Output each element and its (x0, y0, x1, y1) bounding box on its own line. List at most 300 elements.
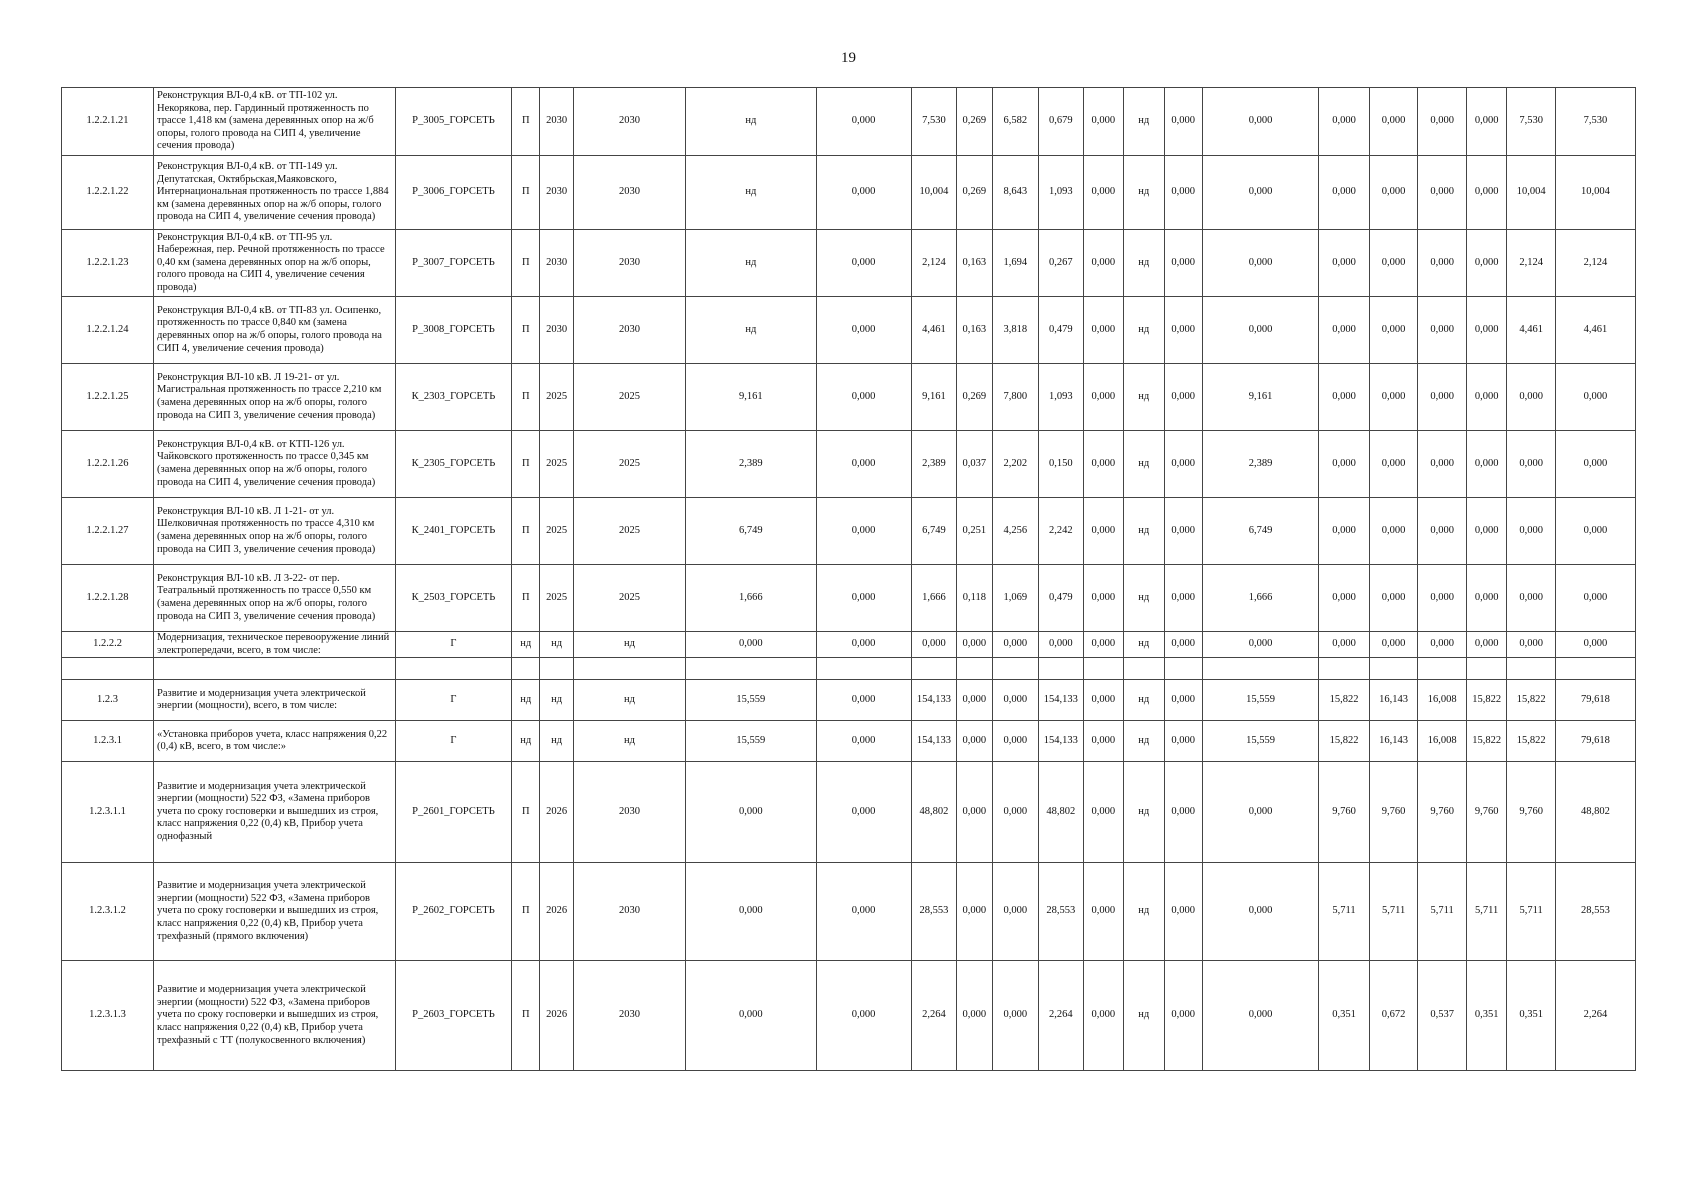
table-cell: 0,000 (1083, 721, 1123, 762)
table-cell: 7,530 (1555, 88, 1635, 156)
row-code-cell: 1.2.2.1.22 (62, 156, 154, 230)
table-cell: П (512, 762, 540, 863)
table-cell: 0,000 (1164, 762, 1202, 863)
table-cell: 2026 (540, 961, 573, 1071)
table-cell: 0,000 (1507, 364, 1556, 431)
table-cell: 6,749 (911, 498, 957, 565)
table-cell: 2030 (573, 88, 685, 156)
table-cell: 0,000 (816, 632, 911, 658)
table-cell (686, 658, 816, 680)
project-name-cell: Развитие и модернизация учета электрической энергии (мощности) 522 ФЗ, «Замена приборов учета по сроку госповерки и вышедших из строя, класс напряжения 0,22 (0,4) кВ, Прибор учета трехфазный с ТТ (полукосвенного включения) (154, 961, 396, 1071)
table-cell: 154,133 (1039, 680, 1084, 721)
project-name-cell: Реконструкция ВЛ-0,4 кВ. от ТП-102 ул. Некорякова, пер. Гардинный протяженность по трассе 1,418 км (замена деревянных опор на ж/б опоры, голого провода на СИП 4, увеличение сечения провода) (154, 88, 396, 156)
row-code-cell: 1.2.3.1.1 (62, 762, 154, 863)
table-cell: 0,000 (1202, 762, 1318, 863)
table-cell: 0,000 (686, 863, 816, 961)
table-cell: нд (1124, 961, 1164, 1071)
table-row (62, 863, 1636, 961)
table-cell: 1,666 (911, 565, 957, 632)
table-cell: 0,000 (1507, 498, 1556, 565)
table-row (62, 431, 1636, 498)
table-cell: 2030 (540, 156, 573, 230)
project-name-cell: Реконструкция ВЛ-10 кВ. Л 19-21- от ул. Магистральная протяженность по трассе 2,210 км (замена деревянных опор на ж/б опоры, голого провода на СИП 3, увеличение сечения провода) (154, 364, 396, 431)
table-cell: П (512, 230, 540, 297)
table-cell: 0,537 (1418, 961, 1467, 1071)
table-cell: Р_2602_ГОРСЕТЬ (395, 863, 511, 961)
table-cell: 0,000 (1466, 230, 1506, 297)
row-code-cell: 1.2.2.1.25 (62, 364, 154, 431)
table-cell: 1,694 (992, 230, 1039, 297)
table-cell: 0,000 (1319, 565, 1370, 632)
table-cell: 0,118 (957, 565, 992, 632)
table-cell: 2,389 (686, 431, 816, 498)
table-cell: нд (1124, 863, 1164, 961)
table-cell: 10,004 (1555, 156, 1635, 230)
table-cell: 2030 (540, 230, 573, 297)
table-cell: нд (1124, 230, 1164, 297)
table-cell: 0,000 (1164, 680, 1202, 721)
table-cell: 0,000 (957, 863, 992, 961)
table-cell: 0,000 (1466, 88, 1506, 156)
table-cell: нд (512, 680, 540, 721)
table-cell: 1,069 (992, 565, 1039, 632)
table-cell: 0,000 (816, 721, 911, 762)
project-name-cell: Развитие и модернизация учета электрической энергии (мощности), всего, в том числе: (154, 680, 396, 721)
row-code-cell: 1.2.2.1.28 (62, 565, 154, 632)
table-cell: П (512, 863, 540, 961)
table-cell: 0,000 (1418, 632, 1467, 658)
table-cell: 48,802 (1555, 762, 1635, 863)
table-cell: нд (512, 721, 540, 762)
table-cell (1555, 658, 1635, 680)
project-name-cell: Реконструкция ВЛ-10 кВ. Л 1-21- от ул. Шелковичная протяженность по трассе 4,310 км (замена деревянных опор на ж/б опоры, голого провода на СИП 3, увеличение сечения провода) (154, 498, 396, 565)
table-cell: К_2305_ГОРСЕТЬ (395, 431, 511, 498)
table-cell: нд (1124, 680, 1164, 721)
table-cell: 2,202 (992, 431, 1039, 498)
table-cell: 4,461 (911, 297, 957, 364)
table-cell: 15,822 (1507, 721, 1556, 762)
table-row (62, 632, 1636, 658)
table-cell: Р_2601_ГОРСЕТЬ (395, 762, 511, 863)
table-cell: 0,000 (1083, 680, 1123, 721)
table-cell: 2,124 (911, 230, 957, 297)
table-cell: нд (540, 721, 573, 762)
table-cell: 16,008 (1418, 721, 1467, 762)
table-row (62, 498, 1636, 565)
table-cell: 0,000 (1319, 431, 1370, 498)
table-cell: 2025 (540, 565, 573, 632)
table-cell (1507, 658, 1556, 680)
table-cell: 0,351 (1319, 961, 1370, 1071)
table-cell: 0,000 (1369, 88, 1418, 156)
table-cell: 48,802 (1039, 762, 1084, 863)
table-cell: 0,000 (1083, 364, 1123, 431)
table-cell: 15,822 (1466, 721, 1506, 762)
table-row (62, 156, 1636, 230)
row-code-cell: 1.2.2.1.27 (62, 498, 154, 565)
table-cell: 0,672 (1369, 961, 1418, 1071)
table-cell: 5,711 (1369, 863, 1418, 961)
table-cell: 0,000 (1319, 230, 1370, 297)
table-row (62, 297, 1636, 364)
table-cell: 0,000 (1039, 632, 1084, 658)
table-cell: Р_3007_ГОРСЕТЬ (395, 230, 511, 297)
table-cell: 7,800 (992, 364, 1039, 431)
table-cell (1202, 658, 1318, 680)
table-cell: 2030 (573, 156, 685, 230)
table-cell: 0,000 (1202, 88, 1318, 156)
table-cell: 0,000 (1418, 230, 1467, 297)
table-cell: 0,000 (1418, 364, 1467, 431)
table-cell: 0,000 (1507, 632, 1556, 658)
table-cell (540, 658, 573, 680)
table-cell: 0,269 (957, 364, 992, 431)
table-cell: 0,000 (1083, 156, 1123, 230)
table-cell: 0,000 (1319, 156, 1370, 230)
table-cell: 7,530 (911, 88, 957, 156)
table-cell (395, 658, 511, 680)
table-cell: 0,000 (686, 632, 816, 658)
table-row (62, 230, 1636, 297)
table-row (62, 721, 1636, 762)
table-cell: 5,711 (1319, 863, 1370, 961)
table-cell: 0,000 (1369, 632, 1418, 658)
table-cell: 0,000 (1319, 498, 1370, 565)
table-cell: К_2503_ГОРСЕТЬ (395, 565, 511, 632)
table-cell: 16,008 (1418, 680, 1467, 721)
table-cell: нд (1124, 156, 1164, 230)
table-cell: нд (540, 632, 573, 658)
row-code-cell: 1.2.3.1.2 (62, 863, 154, 961)
table-cell (1039, 658, 1084, 680)
table-cell: 0,000 (1202, 297, 1318, 364)
table-cell: 1,093 (1039, 364, 1084, 431)
table-cell: 0,000 (1369, 565, 1418, 632)
table-cell (573, 658, 685, 680)
table-cell: 5,711 (1507, 863, 1556, 961)
table-cell: 2025 (573, 498, 685, 565)
table-cell: 15,559 (1202, 680, 1318, 721)
table-cell: 154,133 (1039, 721, 1084, 762)
table-cell: 0,000 (1083, 431, 1123, 498)
table-cell: 2025 (573, 565, 685, 632)
table-cell: нд (573, 632, 685, 658)
table-row (62, 961, 1636, 1071)
table-cell: 0,000 (1083, 88, 1123, 156)
table-cell: 0,000 (1466, 498, 1506, 565)
table-cell: 2030 (573, 230, 685, 297)
table-cell: 2,389 (911, 431, 957, 498)
table-cell: 0,000 (816, 297, 911, 364)
table-cell: 0,000 (992, 961, 1039, 1071)
row-code-cell: 1.2.2.1.23 (62, 230, 154, 297)
table-cell: 0,000 (1164, 297, 1202, 364)
table-cell: 0,000 (1164, 498, 1202, 565)
table-cell: П (512, 88, 540, 156)
table-cell: 0,269 (957, 156, 992, 230)
table-cell: 2030 (573, 762, 685, 863)
table-cell: 0,000 (816, 156, 911, 230)
page-number: 19 (841, 50, 856, 66)
table-cell: Р_3008_ГОРСЕТЬ (395, 297, 511, 364)
table-cell: Г (395, 680, 511, 721)
table-cell: 7,530 (1507, 88, 1556, 156)
table-cell: 6,582 (992, 88, 1039, 156)
table-cell: 0,163 (957, 230, 992, 297)
table-cell: 0,000 (1202, 156, 1318, 230)
table-cell (992, 658, 1039, 680)
table-cell: нд (1124, 565, 1164, 632)
table-cell: Г (395, 632, 511, 658)
table-cell: 2,124 (1555, 230, 1635, 297)
table-cell: 0,000 (1466, 364, 1506, 431)
table-cell: 0,000 (1555, 364, 1635, 431)
table-cell: 0,479 (1039, 297, 1084, 364)
table-cell: 0,000 (1083, 498, 1123, 565)
table-cell: 0,000 (1202, 863, 1318, 961)
table-cell (1466, 658, 1506, 680)
table-cell: 0,000 (1202, 961, 1318, 1071)
table-cell: 0,000 (1466, 632, 1506, 658)
table-cell: Р_3005_ГОРСЕТЬ (395, 88, 511, 156)
row-code-cell: 1.2.2.1.21 (62, 88, 154, 156)
table-cell: 0,000 (1319, 364, 1370, 431)
table-cell: 0,000 (1555, 632, 1635, 658)
table-cell: 0,351 (1466, 961, 1506, 1071)
table-cell: 2030 (540, 297, 573, 364)
table-cell: 2030 (573, 961, 685, 1071)
table-row (62, 762, 1636, 863)
investment-program-table (61, 87, 1636, 1071)
table-cell: 0,000 (1083, 762, 1123, 863)
table-cell: 0,000 (1507, 565, 1556, 632)
table-cell: 10,004 (1507, 156, 1556, 230)
table-cell (1319, 658, 1370, 680)
table-cell: 0,000 (816, 230, 911, 297)
table-cell: 0,000 (992, 632, 1039, 658)
table-cell: 9,161 (1202, 364, 1318, 431)
table-cell: 1,666 (1202, 565, 1318, 632)
table-row (62, 364, 1636, 431)
table-cell: 0,000 (1369, 156, 1418, 230)
table-cell: нд (1124, 632, 1164, 658)
table-cell: 28,553 (1039, 863, 1084, 961)
table-cell: 15,559 (686, 721, 816, 762)
table-cell: 0,000 (1164, 565, 1202, 632)
project-name-cell: Реконструкция ВЛ-0,4 кВ. от ТП-83 ул. Осипенко, протяженность по трассе 0,840 км (замена деревянных опор на ж/б опоры, голого провода на СИП 4, увеличение сечения провода) (154, 297, 396, 364)
table-cell: 0,000 (1418, 431, 1467, 498)
table-cell: 0,000 (1164, 721, 1202, 762)
table-cell: 0,000 (1466, 431, 1506, 498)
table-cell: 2,389 (1202, 431, 1318, 498)
table-cell: 0,000 (816, 88, 911, 156)
table-cell: 0,000 (816, 762, 911, 863)
table-cell: 2,124 (1507, 230, 1556, 297)
table-cell: 0,269 (957, 88, 992, 156)
table-cell: 2,242 (1039, 498, 1084, 565)
row-code-cell: 1.2.3 (62, 680, 154, 721)
table-cell: нд (1124, 721, 1164, 762)
project-name-cell (154, 658, 396, 680)
table-cell: 0,000 (1164, 863, 1202, 961)
table-cell: 0,000 (1418, 498, 1467, 565)
row-code-cell: 1.2.3.1 (62, 721, 154, 762)
table-cell: 0,000 (992, 721, 1039, 762)
table-cell: 0,000 (1369, 364, 1418, 431)
table-cell: 0,000 (1466, 156, 1506, 230)
table-cell (1418, 658, 1467, 680)
table-row (62, 88, 1636, 156)
table-cell: нд (573, 721, 685, 762)
table-cell: 2025 (540, 431, 573, 498)
table-cell: нд (512, 632, 540, 658)
table-cell: 2025 (573, 364, 685, 431)
row-code-cell: 1.2.2.2 (62, 632, 154, 658)
table-cell: 2025 (573, 431, 685, 498)
table-cell: 0,000 (1555, 565, 1635, 632)
table-cell: 2025 (540, 364, 573, 431)
table-cell: 0,000 (816, 431, 911, 498)
table-cell: К_2401_ГОРСЕТЬ (395, 498, 511, 565)
table-cell: 0,351 (1507, 961, 1556, 1071)
table-cell: 0,000 (1555, 498, 1635, 565)
table-cell: 0,000 (1507, 431, 1556, 498)
table-cell: 0,037 (957, 431, 992, 498)
table-cell: 154,133 (911, 680, 957, 721)
table-cell: 6,749 (1202, 498, 1318, 565)
table-cell: П (512, 156, 540, 230)
table-cell: 15,822 (1319, 680, 1370, 721)
table-cell: нд (1124, 762, 1164, 863)
table-cell: 0,000 (957, 762, 992, 863)
table-cell: 0,000 (1164, 961, 1202, 1071)
table-cell: 9,161 (686, 364, 816, 431)
table-cell: 15,822 (1466, 680, 1506, 721)
table-cell: 0,000 (1466, 565, 1506, 632)
table-cell: 10,004 (911, 156, 957, 230)
table-cell (1369, 658, 1418, 680)
table-cell: 2030 (540, 88, 573, 156)
table-cell: 4,256 (992, 498, 1039, 565)
table-cell: 0,251 (957, 498, 992, 565)
row-code-cell (62, 658, 154, 680)
table-cell: 79,618 (1555, 680, 1635, 721)
table-cell: 5,711 (1466, 863, 1506, 961)
table-cell: 16,143 (1369, 721, 1418, 762)
table-cell: 2,264 (911, 961, 957, 1071)
table-cell: 0,000 (816, 961, 911, 1071)
table-cell: 0,000 (1164, 431, 1202, 498)
table-cell: П (512, 961, 540, 1071)
table-cell: 0,000 (992, 680, 1039, 721)
table-cell: 48,802 (911, 762, 957, 863)
table-cell: нд (1124, 364, 1164, 431)
table-cell: 4,461 (1507, 297, 1556, 364)
table-cell: П (512, 498, 540, 565)
table-cell (512, 658, 540, 680)
table-cell: 0,000 (1164, 156, 1202, 230)
table-cell: 4,461 (1555, 297, 1635, 364)
table-cell: нд (1124, 88, 1164, 156)
row-code-cell: 1.2.2.1.24 (62, 297, 154, 364)
table-cell: 2,264 (1555, 961, 1635, 1071)
table-cell: 0,000 (1083, 565, 1123, 632)
table-cell: 0,000 (957, 961, 992, 1071)
table-cell: 0,000 (1319, 632, 1370, 658)
table-cell: 2025 (540, 498, 573, 565)
table-cell: 0,000 (1083, 632, 1123, 658)
table-cell: 16,143 (1369, 680, 1418, 721)
table-cell: 0,000 (816, 498, 911, 565)
table-cell: 0,000 (1466, 297, 1506, 364)
table-cell: 0,000 (957, 721, 992, 762)
table-cell: 28,553 (1555, 863, 1635, 961)
table-cell: 0,000 (1164, 230, 1202, 297)
table-cell: 0,000 (957, 680, 992, 721)
table-cell: 154,133 (911, 721, 957, 762)
table-cell: 0,000 (1369, 431, 1418, 498)
project-name-cell: «Установка приборов учета, класс напряжения 0,22 (0,4) кВ, всего, в том числе:» (154, 721, 396, 762)
table-cell (1164, 658, 1202, 680)
table-cell: 0,000 (1083, 297, 1123, 364)
table-cell: 0,000 (1083, 961, 1123, 1071)
table-cell: 0,000 (816, 680, 911, 721)
table-cell: 15,559 (1202, 721, 1318, 762)
table-cell: 0,000 (1083, 230, 1123, 297)
table-cell: 0,000 (1418, 156, 1467, 230)
table-cell: нд (540, 680, 573, 721)
table-cell: нд (686, 230, 816, 297)
table-cell: 2026 (540, 762, 573, 863)
table-cell: Г (395, 721, 511, 762)
table-cell: 9,760 (1369, 762, 1418, 863)
project-name-cell: Реконструкция ВЛ-0,4 кВ. от КТП-126 ул. Чайковского протяженность по трассе 0,345 км (замена деревянных опор на ж/б опоры, голого провода на СИП 4, увеличение сечения провода) (154, 431, 396, 498)
table-cell: 9,760 (1507, 762, 1556, 863)
table-cell: 0,000 (1164, 364, 1202, 431)
table-cell: 0,000 (1164, 632, 1202, 658)
table-cell: нд (1124, 431, 1164, 498)
table-cell: 3,818 (992, 297, 1039, 364)
table-cell: нд (573, 680, 685, 721)
table-cell: 0,000 (1418, 565, 1467, 632)
table-cell: 0,000 (816, 565, 911, 632)
table-cell: 9,760 (1319, 762, 1370, 863)
project-name-cell: Развитие и модернизация учета электрической энергии (мощности) 522 ФЗ, «Замена приборов учета по сроку госповерки и вышедших из строя, класс напряжения 0,22 (0,4) кВ, Прибор учета однофазный (154, 762, 396, 863)
table-cell: П (512, 565, 540, 632)
table-cell: 0,163 (957, 297, 992, 364)
table-cell: нд (686, 156, 816, 230)
table-cell: 0,000 (1083, 863, 1123, 961)
table-cell (911, 658, 957, 680)
table-cell: 15,822 (1319, 721, 1370, 762)
table-cell: 8,643 (992, 156, 1039, 230)
table-cell: 0,000 (1202, 230, 1318, 297)
table-cell: 0,000 (992, 863, 1039, 961)
table-cell: 0,000 (1369, 230, 1418, 297)
project-name-cell: Развитие и модернизация учета электрической энергии (мощности) 522 ФЗ, «Замена приборов учета по сроку госповерки и вышедших из строя, класс напряжения 0,22 (0,4) кВ, Прибор учета трехфазный (прямого включения) (154, 863, 396, 961)
table-cell: нд (1124, 498, 1164, 565)
table-cell: 79,618 (1555, 721, 1635, 762)
table-cell: 2026 (540, 863, 573, 961)
table-cell: Р_3006_ГОРСЕТЬ (395, 156, 511, 230)
project-name-cell: Реконструкция ВЛ-0,4 кВ. от ТП-95 ул. Набережная, пер. Речной протяженность по трассе 0,40 км (замена деревянных опор на ж/б опоры, голого провода на СИП 4, увеличение сечения провода) (154, 230, 396, 297)
table-cell: 1,093 (1039, 156, 1084, 230)
table-cell: 9,760 (1466, 762, 1506, 863)
table-cell: П (512, 431, 540, 498)
row-code-cell: 1.2.2.1.26 (62, 431, 154, 498)
table-cell: 2030 (573, 297, 685, 364)
table-cell: 9,760 (1418, 762, 1467, 863)
